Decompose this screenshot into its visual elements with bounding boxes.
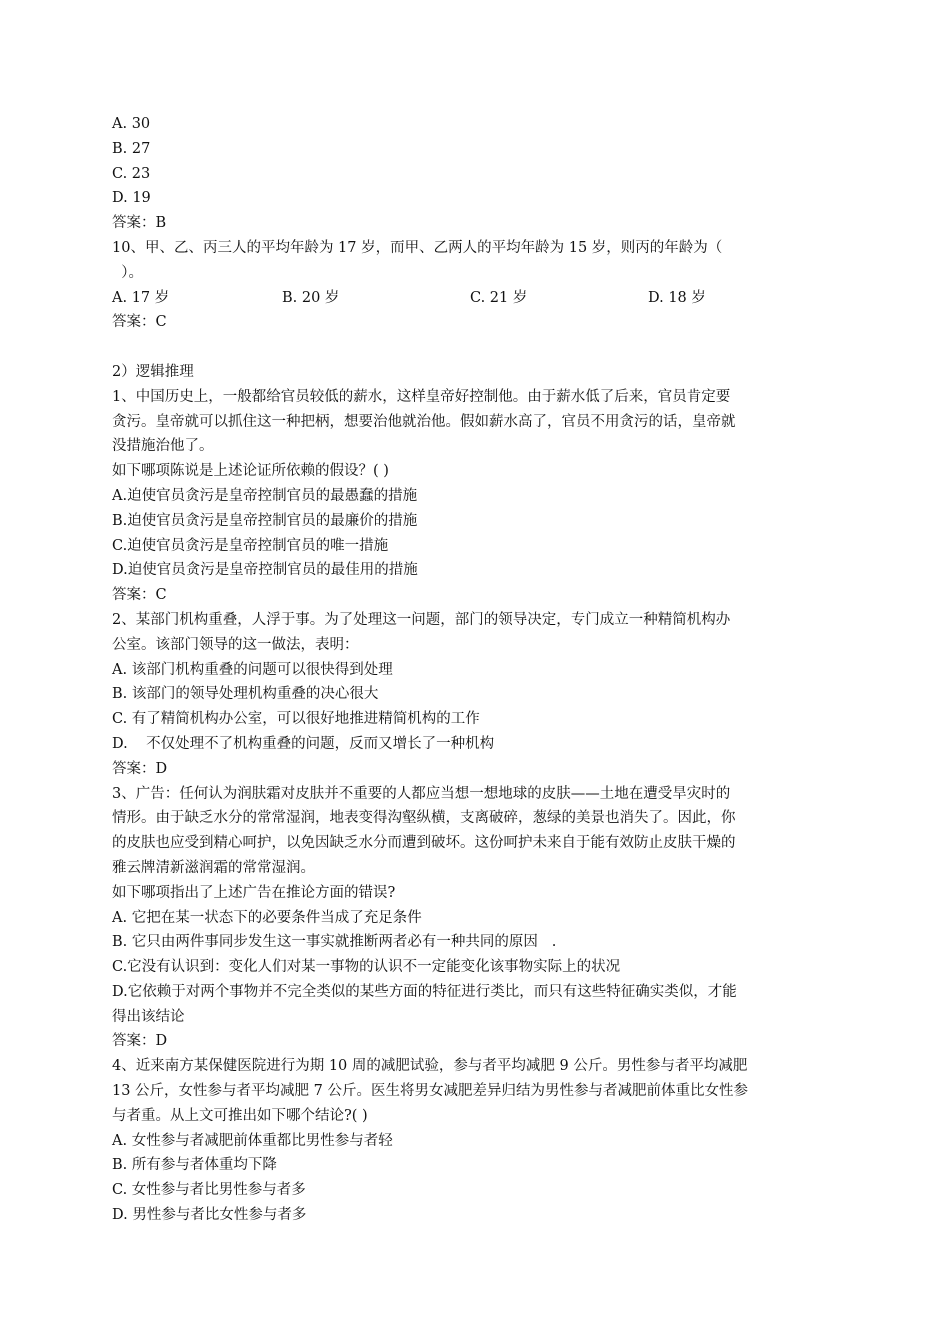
question-2-stem: 2、某部门机构重叠，人浮于事。为了处理这一问题，部门的领导决定，专门成立一种精简机构办 (112, 611, 731, 628)
question-1-stem: 没措施治他了。 (112, 438, 214, 455)
option-a: A.迫使官员贪污是皇帝控制官员的最愚蠢的措施 (112, 487, 418, 504)
option-d: D.它依赖于对两个事物并不完全类似的某些方面的特征进行类比，而只有这些特征确实类似，才能 (112, 983, 737, 1000)
question-3-stem: 3、广告：任何认为润肤霜对皮肤并不重要的人都应当想一想地球的皮肤——土地在遭受旱灾时的 (112, 785, 731, 802)
question-1-prompt: 如下哪项陈说是上述论证所依赖的假设？( ) (112, 463, 389, 480)
option-a: A. 女性参与者减肥前体重都比男性参与者轻 (112, 1132, 393, 1149)
option-c: C.迫使官员贪污是皇帝控制官员的唯一措施 (112, 537, 389, 554)
option-b: B. 所有参与者体重均下降 (112, 1157, 277, 1174)
question-3-prompt: 如下哪项指出了上述广告在推论方面的错误? (112, 884, 396, 901)
option-c: C.它没有认识到：变化人们对某一事物的认识不一定能变化该事物实际上的状况 (112, 959, 621, 976)
option-b: B. 该部门的领导处理机构重叠的决心很大 (112, 686, 379, 703)
option-c: C. 有了精简机构办公室，可以很好地推进精简机构的工作 (112, 711, 480, 728)
answer: 答案：D (112, 760, 168, 777)
question-4-stem: 与者重。从上文可推出如下哪个结论?( ) (112, 1107, 368, 1124)
option-a: A. 该部门机构重叠的问题可以很快得到处理 (112, 661, 393, 678)
question-1-stem: 1、中国历史上，一般都给官员较低的薪水，这样皇帝好控制他。由于薪水低了后来，官员肯定要 (112, 388, 731, 405)
question-3-stem: 的皮肤也应受到精心呵护，以免因缺乏水分而遭到破坏。这份呵护未来自于能有效防止皮肤干燥的 (112, 835, 736, 852)
question-10-options (112, 286, 838, 311)
option-c: C. 女性参与者比男性参与者多 (112, 1182, 306, 1199)
option-b: B. 它只由两件事同步发生这一事实就推断两者必有一种共同的原因 . (112, 934, 557, 951)
answer: 答案：D (112, 1033, 168, 1050)
answer: 答案：B (112, 215, 167, 232)
question-2-stem: 公室。该部门领导的这一做法，表明： (112, 636, 359, 653)
question-4-stem: 13 公斤，女性参与者平均减肥 7 公斤。医生将男女减肥差异归结为男性参与者减肥前体重比女性参 (112, 1083, 748, 1100)
answer: 答案：C (112, 314, 167, 331)
option-b: B. 27 (112, 140, 151, 157)
option-d: D. 19 (112, 190, 151, 207)
option-a: A. 它把在某一状态下的必要条件当成了充足条件 (112, 909, 422, 926)
option-c: C. 23 (112, 165, 151, 182)
section-title: 2）逻辑推理 (112, 363, 194, 380)
question-3-stem: 情形。由于缺乏水分的常常湿润，地表变得沟壑纵横，支离破碎，葱绿的美景也消失了。因此，你 (112, 810, 736, 827)
question-3-stem: 雅云牌清新滋润霜的常常湿润。 (112, 859, 315, 876)
option-d: D. 不仅处理不了机构重叠的问题，反而又增长了一种机构 (112, 735, 495, 752)
question-10-stem-cont: ）。 (112, 264, 143, 281)
question-4-stem: 4、近来南方某保健医院进行为期 10 周的减肥试验，参与者平均减肥 9 公斤。男性参与者平均减肥 (112, 1058, 748, 1075)
spacer (112, 335, 838, 360)
question-1-stem: 贪污。皇帝就可以抓住这一种把柄，想要治他就治他。假如薪水高了，官员不用贪污的话，皇帝就 (112, 413, 736, 430)
option-a: A. 30 (112, 116, 151, 132)
option-d-cont: 得出该结论 (112, 1008, 185, 1025)
option-d: D. 男性参与者比女性参与者多 (112, 1207, 307, 1224)
option-b: B. 20 岁 (282, 289, 340, 306)
option-d: D. 18 岁 (648, 289, 706, 306)
question-10-stem: 10、甲、乙、丙三人的平均年龄为 17 岁，而甲、乙两人的平均年龄为 15 岁，则丙的年龄为（ (112, 239, 723, 256)
option-d: D.迫使官员贪污是皇帝控制官员的最佳用的措施 (112, 562, 418, 579)
option-a: A. 17 岁 (112, 289, 170, 306)
answer: 答案：C (112, 587, 167, 604)
option-c: C. 21 岁 (470, 289, 528, 306)
option-b: B.迫使官员贪污是皇帝控制官员的最廉价的措施 (112, 512, 418, 529)
